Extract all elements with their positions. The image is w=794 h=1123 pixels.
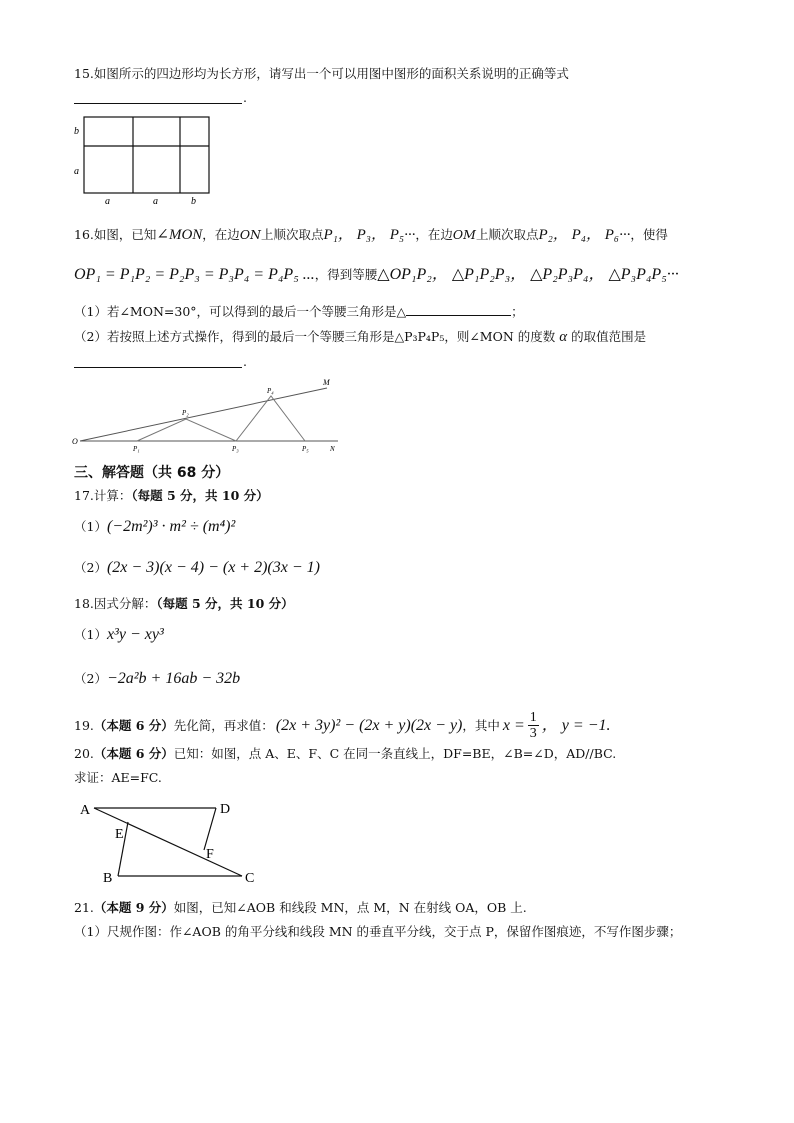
- q16-part2: （2）若按照上述方式操作，得到的最后一个等腰三角形是△P₃P₄P₅，则∠MON 的度数 α 的取值范围是: [74, 329, 647, 345]
- q15-period: .: [243, 90, 247, 105]
- q15-label-a-bottom2: a: [153, 196, 158, 207]
- q15-label-a-bottom1: a: [105, 196, 110, 207]
- q19-fraction: $\frac{1}{3}$: [529, 710, 537, 741]
- q17-p1: （1）(−2m²)³ · m² ÷ (m⁴)²: [74, 518, 236, 535]
- q16-label-p5: P₅: [302, 445, 309, 453]
- q16-figure: [70, 372, 360, 456]
- q17-p2-expr: (2x − 3)(x − 4) − (x + 2)(3x − 1): [106, 559, 320, 576]
- q16-intro-line: 16.如图，已知∠MON，在边ON上顺次取点P₁， P₃， P₅···，在边OM上顺次取点P₂， P₄， P₆···，使得: [74, 227, 668, 243]
- section3-title: 三、解答题（共 68 分）: [74, 465, 230, 481]
- q16-label-o: O: [72, 437, 78, 446]
- q16-part2-blank: [74, 367, 242, 368]
- q15-figure: [70, 112, 220, 208]
- q18-p1: （1）x³y − xy³: [74, 626, 164, 643]
- q16-part1: （1）若∠MON=30°，可以得到的最后一个等腰三角形是△ ；: [74, 304, 524, 319]
- q16-equation-line: OP₁ = P₁P₂ = P₂P₃ = P₃P₄ = P₄P₅ ...，得到等腰△OP₁P₂， △P₁P₂P₃， △P₂P₃P₄， △P₃P₄P₅···: [74, 266, 679, 283]
- q18-p2: （2）−2a²b + 16ab − 32b: [74, 670, 241, 687]
- q17-p2: （2）(2x − 3)(x − 4) − (x + 2)(3x − 1): [74, 559, 320, 576]
- q16-label-m: M: [323, 378, 330, 387]
- q16-period: .: [243, 354, 247, 369]
- q15-label-a-left: a: [74, 166, 79, 177]
- q15-label-b-bottom: b: [191, 196, 196, 207]
- q17-p1-expr: (−2m²)³ · m² ÷ (m⁴)²: [106, 518, 236, 535]
- q20-prove: 求证：AE=FC.: [74, 770, 162, 785]
- q21-part1: （1）尺规作图：作∠AOB 的角平分线和线段 MN 的垂直平分线，交于点 P，保留作图痕迹，不写作图步骤；: [74, 924, 682, 939]
- q15-text: 15.如图所示的四边形均为长方形，请写出一个可以用图中图形的面积关系说明的正确等式: [74, 66, 569, 81]
- q20-label-d: D: [220, 802, 231, 817]
- q20-label-c: C: [245, 871, 255, 886]
- q17-header: 17.计算：（每题 5 分，共 10 分）: [74, 488, 269, 503]
- q18-header: 18.因式分解：（每题 5 分，共 10 分）: [74, 596, 294, 611]
- q16-label-p3: P₃: [232, 445, 239, 453]
- q19-line: 19. （本题 6 分） 先化简，再求值： (2x + 3y)² − (2x + y)(2x − y) ，其中 x = $\frac{1}{3}$ ， y = −1.: [74, 710, 611, 741]
- q15-answer-blank: [74, 103, 242, 104]
- q20-line: 20.（本题 6 分）已知：如图，点 A、E、F、C 在同一条直线上，DF=BE，∠B=∠D，AD//BC.: [74, 746, 617, 761]
- q16-label-p1: P₁: [133, 445, 140, 453]
- q16-angle: ∠MON: [156, 227, 203, 243]
- q20-figure: [70, 796, 270, 888]
- q18-p1-expr: x³y − xy³: [106, 626, 164, 643]
- q21-line: 21.（本题 9 分）如图，已知∠AOB 和线段 MN，点 M，N 在射线 OA，OB 上.: [74, 900, 527, 915]
- q20-label-f: F: [206, 847, 214, 862]
- q20-label-b: B: [103, 871, 113, 886]
- q15-label-b-left: b: [74, 126, 79, 137]
- q16-label-n: N: [330, 445, 335, 453]
- q16-label-p2: P₂: [182, 409, 189, 417]
- q20-label-e: E: [115, 827, 124, 842]
- q19-expr: (2x + 3y)² − (2x + y)(2x − y): [275, 716, 463, 734]
- q16-label-p4: P₄: [267, 387, 274, 395]
- q18-p2-expr: −2a²b + 16ab − 32b: [106, 670, 241, 687]
- q16-part1-blank: [406, 303, 511, 316]
- q16-triangles: △OP₁P₂， △P₁P₂P₃， △P₂P₃P₄， △P₃P₄P₅···: [377, 266, 679, 283]
- q16-equation: OP₁ = P₁P₂ = P₂P₃ = P₃P₄ = P₄P₅ ...: [74, 266, 315, 283]
- q20-label-a: A: [80, 803, 91, 818]
